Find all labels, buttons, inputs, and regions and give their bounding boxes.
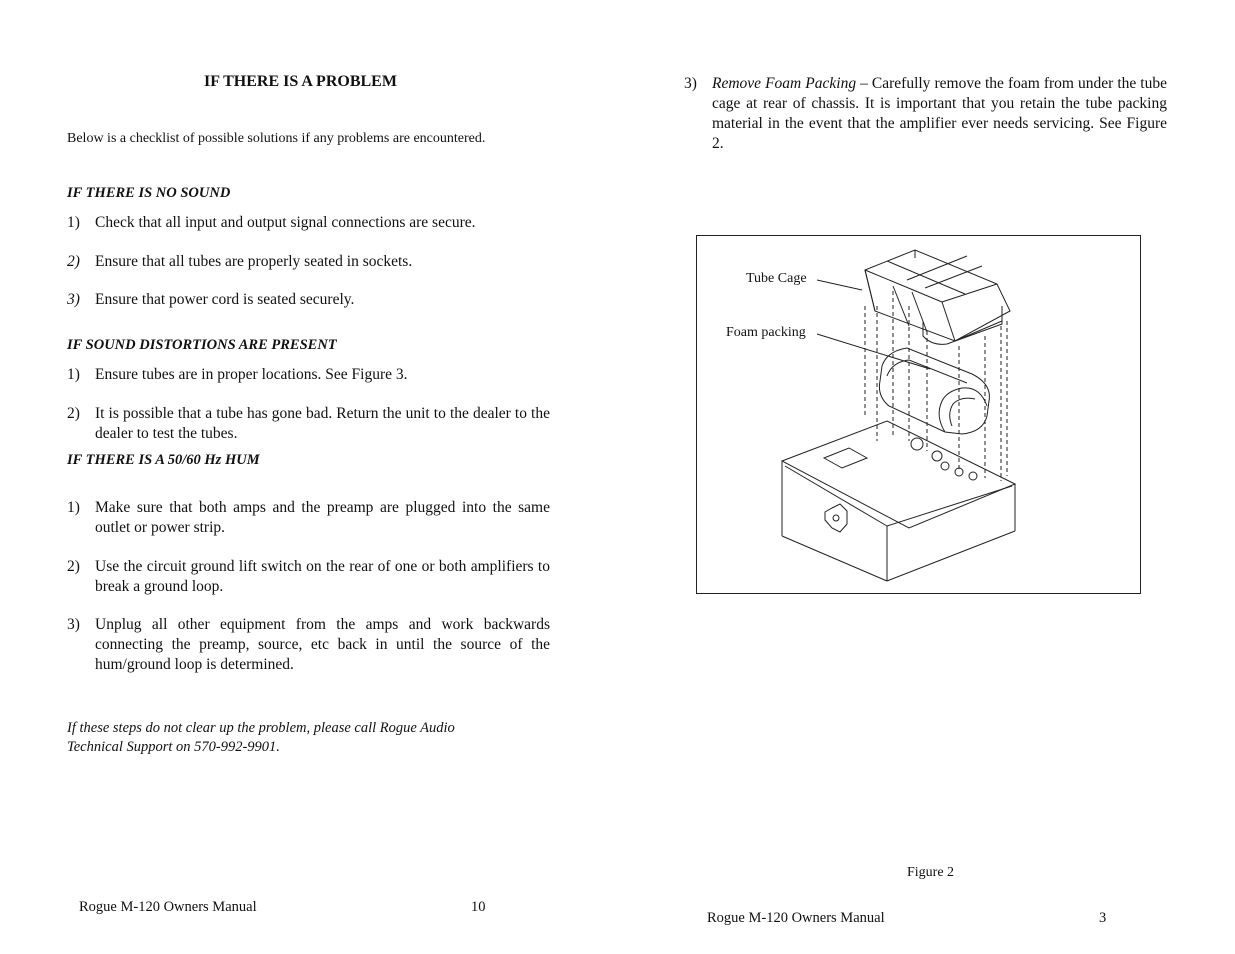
list-text: Ensure tubes are in proper locations. See Figure 3. [95, 366, 408, 383]
foam-packing-icon [879, 348, 989, 434]
section-heading-distortions: IF SOUND DISTORTIONS ARE PRESENT [67, 337, 337, 353]
label-tube-cage: Tube Cage [746, 271, 807, 286]
list-item [67, 615, 550, 675]
section-heading-no-sound: IF THERE IS NO SOUND [67, 185, 231, 201]
list-text: Unplug all other equipment from the amps and work backwards connecting the preamp, source, etc back in until the source of the hum/ground loop is determined. [95, 616, 550, 673]
amplifier-illustration [697, 236, 1140, 593]
list-number: 1) [67, 499, 80, 516]
list-item [67, 365, 550, 385]
list-number: 2) [67, 253, 80, 270]
list-item [67, 290, 550, 310]
list-text: It is possible that a tube has gone bad. Return the unit to the dealer to the dealer to test the tubes. [95, 405, 550, 442]
figure-caption: Figure 2 [907, 865, 955, 880]
list-text: Make sure that both amps and the preamp are plugged into the same outlet or power strip. [95, 499, 550, 536]
list-text: Ensure that all tubes are properly seated in sockets. [95, 253, 413, 270]
footer-title: Rogue M-120 Owners Manual [707, 910, 885, 926]
list-number: 1) [67, 214, 80, 231]
footer-title: Rogue M-120 Owners Manual [79, 899, 257, 915]
list-number: 3) [684, 75, 697, 92]
step-3-title: Remove Foam Packing [712, 75, 857, 92]
list-item [67, 557, 550, 597]
list-text: Use the circuit ground lift switch on the rear of one or both amplifiers to break a ground loop. [95, 558, 550, 595]
list-item [67, 252, 550, 272]
footer-page-number: 10 [471, 899, 486, 915]
footer-page-number: 3 [1099, 910, 1107, 926]
list-text: Ensure that power cord is seated securely. [95, 291, 355, 308]
label-foam-packing: Foam packing [726, 325, 806, 340]
list-item [67, 404, 550, 444]
tube-cage-icon [865, 250, 1010, 344]
list-number: 2) [67, 405, 80, 422]
leader-line-foam [817, 334, 930, 369]
page-title: IF THERE IS A PROBLEM [204, 73, 397, 90]
list-text: Check that all input and output signal connections are secure. [95, 214, 476, 231]
list-item [67, 213, 550, 233]
figure-2-frame [696, 235, 1141, 594]
guide-lines [865, 291, 1007, 481]
list-number: 3) [67, 291, 80, 308]
chassis-icon [782, 421, 1015, 581]
closing-line-1: If these steps do not clear up the problem, please call Rogue Audio [67, 720, 455, 736]
section-heading-hum: IF THERE IS A 50/60 Hz HUM [67, 452, 260, 468]
closing-line-2: Technical Support on 570-992-9901. [67, 739, 280, 755]
list-number: 2) [67, 558, 80, 575]
list-item [67, 498, 550, 538]
leader-line-tube-cage [817, 280, 862, 290]
step-3-body: – Carefully remove the foam from under the tube cage at rear of chassis. It is important that you retain the tube packing material in the event that the amplifier ever needs servicing. See Figure 2. [712, 75, 1167, 152]
step-3 [684, 74, 1167, 154]
intro-text: Below is a checklist of possible solutions if any problems are encountered. [67, 131, 486, 146]
step-3-text [712, 74, 1167, 154]
list-number: 3) [67, 616, 80, 633]
list-number: 1) [67, 366, 80, 383]
